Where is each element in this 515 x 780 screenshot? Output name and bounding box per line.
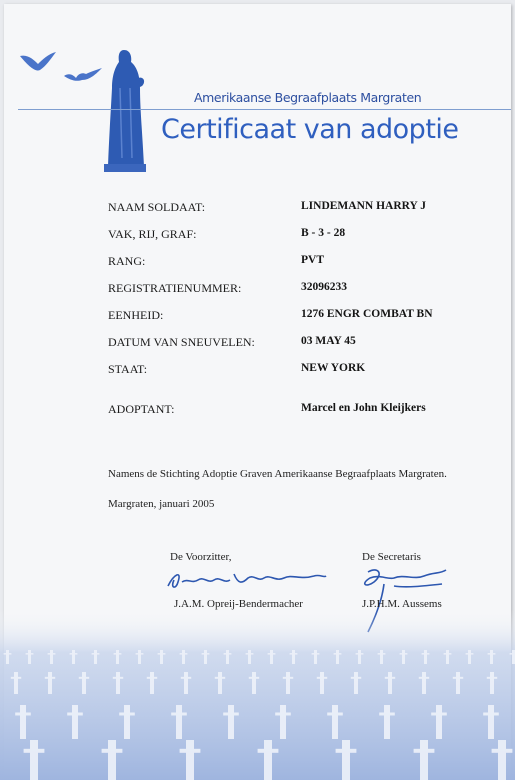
- grave-marker: [160, 650, 163, 664]
- grave-marker-arm: [249, 677, 259, 679]
- grave-marker-arm: [24, 749, 45, 753]
- field-label-plot: VAK, RIJ, GRAF:: [108, 227, 197, 241]
- grave-marker-arm: [113, 677, 123, 679]
- grave-marker: [490, 650, 493, 664]
- cemetery-photo: [0, 610, 515, 780]
- grave-marker-arm: [258, 749, 279, 753]
- grave-marker: [320, 672, 324, 694]
- field-label-registration: REGISTRATIENUMMER:: [108, 281, 242, 295]
- grave-marker: [72, 705, 78, 739]
- grave-marker: [286, 672, 290, 694]
- grave-marker: [422, 672, 426, 694]
- birds-icon: [62, 66, 104, 84]
- grave-marker-arm: [444, 653, 452, 655]
- statue-emblem: [102, 48, 148, 172]
- grave-marker: [182, 650, 185, 664]
- grave-marker-arm: [327, 712, 343, 715]
- grave-marker: [354, 672, 358, 694]
- grave-marker-arm: [215, 677, 225, 679]
- grave-marker-arm: [114, 653, 122, 655]
- field-value-plot: B - 3 - 28: [301, 227, 346, 239]
- grave-marker: [264, 740, 272, 780]
- grave-marker: [14, 672, 18, 694]
- grave-marker-arm: [336, 749, 357, 753]
- grave-marker-arm: [136, 653, 144, 655]
- grave-marker: [342, 740, 350, 780]
- grave-marker-arm: [4, 653, 12, 655]
- grave-marker: [402, 650, 405, 664]
- grave-marker-arm: [453, 677, 463, 679]
- grave-marker: [186, 740, 194, 780]
- grave-marker-arm: [351, 677, 361, 679]
- chair-signature: [164, 564, 329, 594]
- grave-marker: [218, 672, 222, 694]
- grave-marker-arm: [378, 653, 386, 655]
- grave-marker-arm: [119, 712, 135, 715]
- grave-marker-arm: [181, 677, 191, 679]
- grave-marker-arm: [180, 749, 201, 753]
- grave-marker: [184, 672, 188, 694]
- grave-marker: [228, 705, 234, 739]
- grave-marker: [6, 650, 9, 664]
- field-value-date-of-death: 03 MAY 45: [301, 335, 356, 347]
- grave-marker-arm: [414, 749, 435, 753]
- field-label-rank: RANG:: [108, 254, 146, 268]
- grave-marker-arm: [466, 653, 474, 655]
- grave-marker-arm: [431, 712, 447, 715]
- grave-marker-arm: [334, 653, 342, 655]
- grave-marker: [138, 650, 141, 664]
- grave-marker: [358, 650, 361, 664]
- grave-marker-arm: [488, 653, 496, 655]
- grave-marker-arm: [275, 712, 291, 715]
- grave-marker: [490, 672, 494, 694]
- field-label-soldier-name: NAAM SOLDAAT:: [108, 200, 206, 214]
- grave-marker-arm: [385, 677, 395, 679]
- grave-marker-arm: [202, 653, 210, 655]
- grave-marker: [116, 650, 119, 664]
- grave-marker: [124, 705, 130, 739]
- grave-marker-arm: [312, 653, 320, 655]
- chair-name: J.A.M. Opreij-Bendermacher: [174, 598, 303, 610]
- grave-marker: [332, 705, 338, 739]
- grave-marker: [248, 650, 251, 664]
- grave-marker: [280, 705, 286, 739]
- field-label-date-of-death: DATUM VAN SNEUVELEN:: [108, 335, 255, 349]
- grave-marker: [72, 650, 75, 664]
- dove-icon: [18, 50, 58, 74]
- grave-marker-arm: [400, 653, 408, 655]
- grave-marker: [30, 740, 38, 780]
- grave-marker-arm: [290, 653, 298, 655]
- grave-marker: [436, 705, 442, 739]
- grave-marker: [424, 650, 427, 664]
- grave-marker-arm: [356, 653, 364, 655]
- grave-marker-arm: [102, 749, 123, 753]
- grave-marker-arm: [26, 653, 34, 655]
- grave-marker-arm: [483, 712, 499, 715]
- grave-marker-arm: [419, 677, 429, 679]
- field-label-state: STAAT:: [108, 362, 148, 376]
- grave-marker-arm: [79, 677, 89, 679]
- grave-marker: [488, 705, 494, 739]
- grave-marker-arm: [158, 653, 166, 655]
- grave-marker-arm: [70, 653, 78, 655]
- grave-marker: [48, 672, 52, 694]
- foundation-statement: Namens de Stichting Adoptie Graven Amerikaanse Begraafplaats Margraten.: [108, 468, 447, 480]
- field-value-adoptant: Marcel en John Kleijkers: [301, 402, 426, 414]
- field-value-registration: 32096233: [301, 281, 347, 293]
- grave-marker-arm: [11, 677, 21, 679]
- grave-marker: [116, 672, 120, 694]
- field-value-rank: PVT: [301, 254, 324, 266]
- place-date: Margraten, januari 2005: [108, 498, 215, 510]
- grave-marker: [226, 650, 229, 664]
- grave-marker-arm: [223, 712, 239, 715]
- grave-marker: [28, 650, 31, 664]
- grave-marker-arm: [379, 712, 395, 715]
- field-label-adoptant: ADOPTANT:: [108, 402, 175, 416]
- grave-marker-arm: [422, 653, 430, 655]
- grave-marker-arm: [180, 653, 188, 655]
- grave-marker: [94, 650, 97, 664]
- certificate-title: Certificaat van adoptie: [161, 114, 459, 145]
- grave-marker: [292, 650, 295, 664]
- grave-marker-arm: [147, 677, 157, 679]
- grave-marker-arm: [283, 677, 293, 679]
- grave-marker-arm: [45, 677, 55, 679]
- grave-marker: [384, 705, 390, 739]
- secretary-role: De Secretaris: [362, 551, 421, 563]
- grave-marker: [20, 705, 26, 739]
- field-value-soldier-name: LINDEMANN HARRY J: [301, 200, 427, 212]
- field-label-unit: EENHEID:: [108, 308, 164, 322]
- field-value-unit: 1276 ENGR COMBAT BN: [301, 308, 433, 320]
- grave-marker-arm: [224, 653, 232, 655]
- chair-role: De Voorzitter,: [170, 551, 232, 563]
- grave-marker: [50, 650, 53, 664]
- grave-marker-arm: [67, 712, 83, 715]
- grave-marker-arm: [487, 677, 497, 679]
- field-value-state: NEW YORK: [301, 362, 366, 374]
- grave-marker: [270, 650, 273, 664]
- grave-marker: [388, 672, 392, 694]
- grave-marker-arm: [92, 653, 100, 655]
- grave-marker: [498, 740, 506, 780]
- grave-marker-arm: [317, 677, 327, 679]
- grave-marker: [314, 650, 317, 664]
- grave-marker: [204, 650, 207, 664]
- grave-marker-arm: [268, 653, 276, 655]
- grave-marker: [468, 650, 471, 664]
- grave-marker-arm: [510, 653, 515, 655]
- grave-marker: [336, 650, 339, 664]
- grave-marker: [446, 650, 449, 664]
- grave-marker-arm: [48, 653, 56, 655]
- secretary-name: J.P.H.M. Aussems: [362, 598, 442, 610]
- header-rule: [18, 109, 511, 110]
- grave-marker-arm: [492, 749, 513, 753]
- grave-marker: [420, 740, 428, 780]
- grave-marker-arm: [171, 712, 187, 715]
- grave-marker-arm: [15, 712, 31, 715]
- grave-marker: [150, 672, 154, 694]
- grave-marker: [176, 705, 182, 739]
- grave-marker: [252, 672, 256, 694]
- grave-marker-arm: [246, 653, 254, 655]
- grave-marker: [380, 650, 383, 664]
- grave-marker: [456, 672, 460, 694]
- cemetery-name: Amerikaanse Begraafplaats Margraten: [194, 90, 422, 105]
- grave-marker: [108, 740, 116, 780]
- grave-marker: [82, 672, 86, 694]
